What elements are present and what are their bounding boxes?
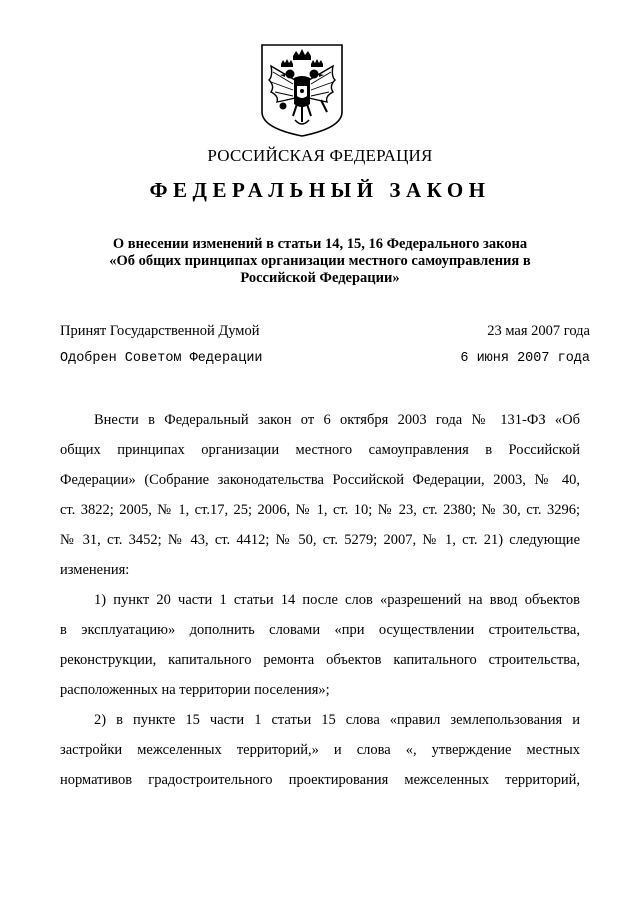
body-line: 2) в пункте 15 части 1 статьи 15 слова «правил землепользования и [94,712,580,728]
body-line: расположенных на территории поселения»; [60,682,330,698]
body-line: Внести в Федеральный закон от 6 октября 2003 года № 131-ФЗ «Об [94,412,580,428]
body-line: ст. 3822; 2005, № 1, ст.17, 25; 2006, № 1, ст. 10; № 23, ст. 2380; № 30, ст. 3296; [60,502,580,518]
body-line: реконструкции, капитального ремонта объектов капитального строительства, [60,652,580,668]
body-line: Федерации» (Собрание законодательства Российской Федерации, 2003, № 40, [60,472,580,488]
body-line: в эксплуатацию» дополнить словами «при осуществлении строительства, [60,622,580,638]
body-line: № 31, ст. 3452; № 43, ст. 4412; № 50, ст. 5279; 2007, № 1, ст. 21) следующие [60,532,580,548]
body-line: нормативов градостроительного проектирования межселенных территорий, [60,772,580,788]
council-approval-date: 6 июня 2007 года [460,351,590,366]
coat-of-arms-emblem [259,42,345,138]
country-heading: РОССИЙСКАЯ ФЕДЕРАЦИЯ [207,146,433,165]
body-line: 1) пункт 20 части 1 статьи 14 после слов «разрешений на ввод объектов [94,592,580,608]
law-body [60,405,580,795]
duma-adoption-date: 23 мая 2007 года [487,323,590,339]
law-title-line: «Об общих принципах организации местного самоуправления в [109,253,531,269]
document-type-heading: ФЕДЕРАЛЬНЫЙ ЗАКОН [149,178,491,202]
council-approval-label: Одобрен Советом Федерации [60,351,263,366]
law-title-line: О внесении изменений в статьи 14, 15, 16 Федерального закона [112,236,528,252]
body-line: общих принципах организации местного самоуправления в Российской [60,442,580,458]
body-line: изменения: [60,562,130,578]
law-title [60,236,580,287]
body-line: застройки межселенных территорий,» и слова «, утверждение местных [60,742,580,758]
duma-adoption-label: Принят Государственной Думой [60,323,260,339]
law-title-line: Российской Федерации» [240,270,400,286]
